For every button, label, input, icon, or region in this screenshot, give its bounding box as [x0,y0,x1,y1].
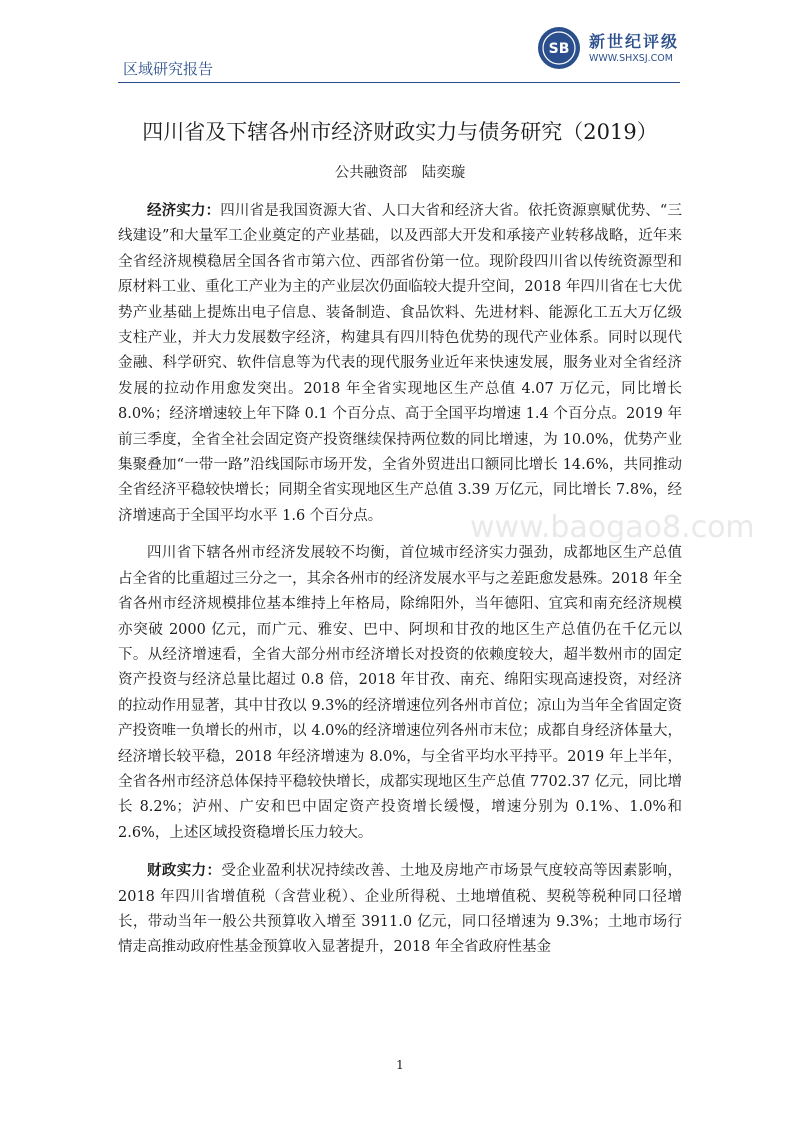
paragraph-lead: 经济实力： [147,202,221,219]
page-number: 1 [396,1058,404,1072]
seal-letters: SB [548,41,570,57]
paragraph-fiscal-strength [118,858,682,961]
document-title: 四川省及下辖各州市经济财政实力与债务研究（2019） [142,120,658,144]
watermark: www.baogao8.com [470,510,755,545]
paragraph-text: 四川省是我国资源大省、人口大省和经济大省。依托资源禀赋优势、“三线建设”和大量军工企业奠定的产业基础，以及西部大开发和承接产业转移战略，近年来全省经济规模稳居全国各省市第六位、西部省份第一位。现阶段四川省以传统资源型和原材料工业、重化工产业为主的产业层次仍面临较大提升空间，2018 年四川省在七大优势产业基础上提炼出电子信息、装备制造、食品饮料、先进材料、能源化工五大万亿级支柱产业，并大力发展数字经济，构建具有四川特色优势的现代产业体系。同时以现代金融、科学研究、软件信息等为代表的现代服务业近年来快速发展，服务业对全省经济发展的拉动作用愈发突出。2018 年全省实现地区生产总值 4.07 万亿元，同比增长 8.0%；经济增速较上年下降 0.1 个百分点、高于全国平均增速 1.4 个百分点。2019 年前三季度，全省全社会固定资产投资继续保持两位数的同比增速，为 10.0%，优势产业集聚叠加“一带一路”沿线国际市场开发，全省外贸进出口额同比增长 14.6%，共同推动全省经济平稳较快增长；同期全省实现地区生产总值 3.39 万亿元，同比增长 7.8%，经济增速高于全国平均水平 1.6 个百分点。 [118,203,682,524]
document-authors: 公共融资部 陆奕璇 [334,165,466,181]
paragraph-economic-strength [118,198,682,529]
paragraph-lead: 财政实力： [147,862,222,880]
brand-logo [537,26,687,76]
paragraph-regional-economy [118,541,682,846]
brand-seal-icon [537,26,581,70]
brand-url: WWW.SHXSJ.COM [589,53,673,64]
paragraph-text: 受企业盈利状况持续改善、土地及房地产市场景气度较高等因素影响，2018 年四川省增值税（含营业税）、企业所得税、土地增值税、契税等税种同口径增长，带动当年一般公共预算收入增至 3911.0 亿元，同口径增速为 9.3%；土地市场行情走高推动政府性基金预算收入显著提升，2018 年全省政府性基金 [118,863,682,956]
body-text [118,198,682,973]
header-section-label: 区域研究报告 [123,60,214,78]
paragraph-text: 四川省下辖各州市经济发展较不均衡，首位城市经济实力强劲，成都地区生产总值占全省的比重超过三分之一，其余各州市的经济发展水平与之差距愈发悬殊。2018 年全省各州市经济规模排位基本维持上年格局，除绵阳外，当年德阳、宜宾和南充经济规模亦突破 2000 亿元，而广元、雅安、巴中、阿坝和甘孜的地区生产总值仍在千亿元以下。从经济增速看，全省大部分州市经济增长对投资的依赖度较大，超半数州市的固定资产投资与经济总量比超过 0.8 倍，2018 年甘孜、南充、绵阳实现高速投资，对经济的拉动作用显著，其中甘孜以 9.3%的经济增速位列各州市首位；凉山为当年全省固定资产投资唯一负增长的州市，以 4.0%的经济增速位列各州市末位；成都自身经济体量大，经济增长较平稳，2018 年经济增速为 8.0%，与全省平均水平持平。2019 年上半年，全省各州市经济总体保持平稳较快增长，成都实现地区生产总值 7702.37 亿元，同比增长 8.2%；泸州、广安和巴中固定资产投资增长缓慢，增速分别为 0.1%、1.0%和 2.6%，上述区域投资稳增长压力较大。 [118,545,682,841]
header-divider [118,82,680,83]
brand-name: 新世纪评级 [589,32,680,51]
